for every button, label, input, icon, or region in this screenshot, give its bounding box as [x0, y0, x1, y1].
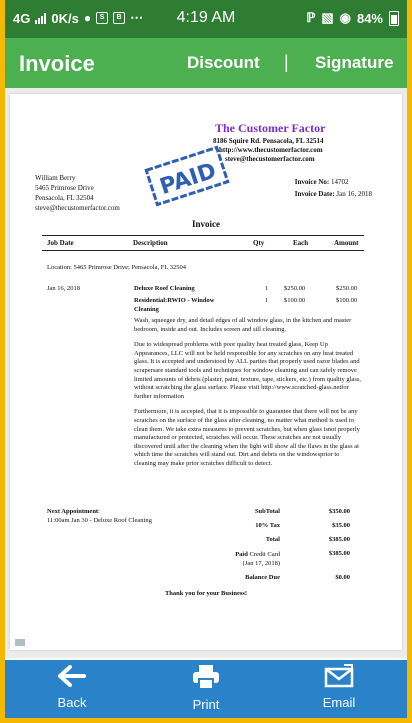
bluetooth-icon: ℙ	[306, 10, 316, 25]
client-city: Pensacola, FL 32504	[35, 194, 94, 202]
subtotal-value: $350.00	[328, 508, 350, 515]
company-address: 8186 Squire Rd. Pensacola, FL 32514	[213, 137, 324, 145]
paid-label-block	[235, 550, 280, 568]
item-amount: $250.00	[336, 285, 358, 292]
back-arrow-icon	[56, 664, 88, 688]
invoice-date-label: Invoice Date:	[294, 190, 335, 198]
item-each: $250.00	[284, 285, 306, 292]
printer-icon	[191, 664, 221, 690]
invoice-viewer[interactable]	[5, 88, 407, 658]
page-title: Invoice	[19, 51, 95, 76]
note-paragraph: Due to widespread problems with poor quality heat treated glass, Keep Up Appearances, LLC will not be held responsible for any scratches on any heat treated glass. It is accepted and understood by ALL parties that properly used razor blades and scrapersare standard tools and techniques for window cleaning and can safely remove limited amounts of debris (plaster, paint, texture, tape, stickers, etc.) from quality glass, without scratching the glass surface. Please visit http://www.scratched-glass.netfor further information	[134, 341, 361, 400]
item-qty: 1	[265, 297, 269, 304]
vibrate-icon: ▧	[321, 10, 334, 25]
thank-you-note: Thank you for your Business!	[164, 590, 248, 597]
scroll-indicator[interactable]	[15, 639, 25, 646]
column-each: Each	[293, 239, 309, 247]
status-right	[306, 10, 399, 26]
column-description: Description	[133, 239, 168, 247]
column-qty: Qty	[253, 239, 265, 247]
client-name: William Berry	[35, 174, 76, 182]
paid-method: Credit Card	[249, 551, 280, 558]
item-description: Deluxe Roof Cleaning	[134, 285, 195, 292]
table-header	[42, 235, 364, 251]
email-button[interactable]	[294, 664, 384, 710]
paid-label: Paid	[235, 551, 248, 558]
invoice-title: Invoice	[192, 219, 220, 229]
paid-amount: $385.00	[328, 550, 350, 557]
email-label: Email	[322, 695, 356, 710]
invoice-page	[10, 94, 402, 650]
job-location: Location: 5465 Primrose Drive; Pensacola, FL 32504	[47, 264, 186, 271]
status-bar	[5, 0, 407, 38]
invoice-meta	[295, 176, 372, 200]
company-contact	[213, 137, 324, 164]
column-job-date: Job Date	[47, 239, 74, 247]
wifi-icon: ◉	[339, 10, 351, 25]
column-amount: Amount	[334, 239, 359, 247]
discount-button[interactable]: Discount	[187, 53, 260, 72]
client-street: 5465 Primrose Drive	[35, 184, 94, 192]
note-paragraph: Wash, squeegee dry, and detail edges of all window glass, in the kitchen and master bedroom, inside and out. Includes screen and sill cleaning.	[134, 317, 352, 333]
next-appointment: Next Appointment: 11:00am Jan 30 - Deluxe Roof Cleaning	[47, 507, 157, 525]
messenger-icon: ●	[83, 11, 92, 25]
more-icon: ⋯	[130, 10, 144, 25]
app-frame	[5, 0, 407, 718]
paid-stamp-text: PAID	[156, 158, 220, 201]
notification-icon: S	[96, 12, 108, 24]
client-email: steve@thecustomerfactor.com	[35, 204, 120, 212]
back-label: Back	[57, 695, 87, 710]
company-email: steve@thecustomerfactor.com	[225, 155, 315, 163]
paid-stamp	[143, 143, 231, 209]
tax-value: $35.00	[332, 522, 350, 529]
tax-label: 10% Tax	[255, 522, 280, 529]
total-label: Total	[265, 536, 280, 543]
bottom-nav	[5, 660, 407, 718]
item-qty: 1	[265, 285, 269, 292]
clock: 4:19 AM	[176, 9, 236, 26]
signature-button[interactable]: Signature	[315, 53, 394, 72]
network-type: 4G	[13, 10, 31, 26]
item-each: $100.00	[284, 297, 306, 304]
invoice-no-label: Invoice No:	[294, 178, 330, 186]
note-paragraph: Furthermore, it is accepted, that it is impossible to guarantee that there will not be any scratches on the surface of the glass after cleaning, no matter what method is used to clean them. We take extra measures to prevent scratches, but when glass isnot properly manufactured or protected, scratches will occur. These scratches are not usually discovered until after the cleaning when the light will show all the flaws in the glass at which time the scratches will stand out. Dirt and debris on the windowsprior to cleaning may make prior scratches difficult to detect.	[134, 408, 360, 467]
job-date: Jan 16, 2018	[47, 285, 81, 292]
subtotal-label: SubTotal	[254, 508, 280, 515]
back-button[interactable]	[27, 664, 117, 710]
item-description: Residential:RWIO - Window Cleaning	[134, 297, 215, 313]
balance-label: Balance Due	[245, 574, 280, 581]
next-appointment-label: Next Appointment	[47, 508, 99, 515]
print-button[interactable]	[161, 664, 251, 712]
bill-to	[35, 173, 120, 213]
item-amount: $100.00	[336, 297, 358, 304]
balance-value: $0.00	[335, 574, 350, 581]
notification-icon: B	[113, 12, 125, 24]
invoice-no: 14702	[330, 178, 349, 186]
menu-separator: |	[284, 52, 289, 72]
invoice-date: Jan 16, 2018	[336, 190, 372, 198]
network-speed: 0K/s	[51, 10, 79, 26]
company-website: http://www.thecustomerfactor.com	[219, 146, 323, 154]
company-name: The Customer Factor	[215, 121, 326, 135]
print-label: Print	[192, 697, 220, 712]
paid-date: (Jan 17, 2018)	[242, 560, 280, 567]
next-appointment-value: 11:00am Jan 30 - Deluxe Roof Cleaning	[47, 517, 152, 524]
email-icon	[324, 664, 354, 688]
total-value: $385.00	[328, 536, 350, 543]
app-bar	[5, 38, 407, 88]
battery-icon	[389, 11, 399, 26]
item-notes	[134, 317, 362, 476]
battery-level: 84%	[356, 10, 383, 26]
